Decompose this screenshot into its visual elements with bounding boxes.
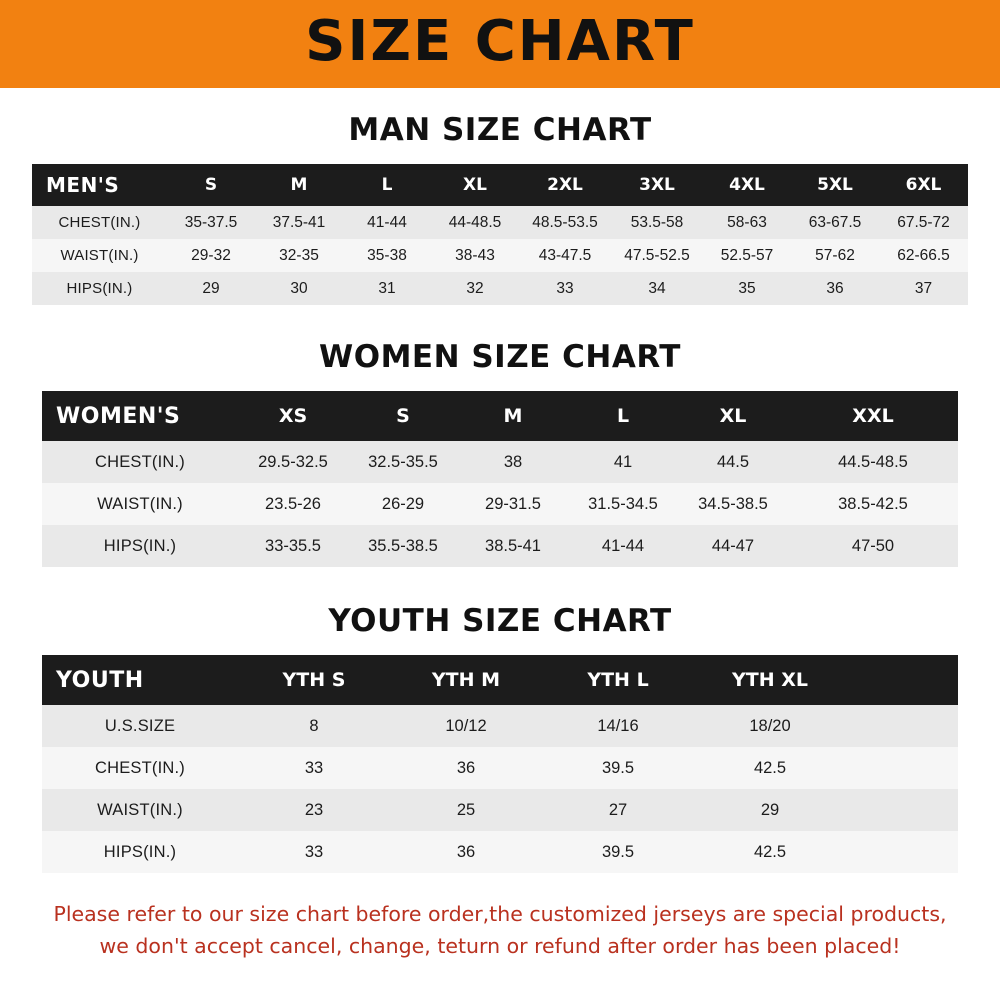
table-cell-spacer (846, 747, 958, 789)
women-header-cell: L (568, 391, 678, 441)
man-header-cell: 3XL (611, 164, 703, 206)
row-label: HIPS(IN.) (32, 272, 167, 305)
youth-header-cell: YTH XL (694, 655, 846, 705)
table-cell: 29 (694, 789, 846, 831)
table-row (32, 272, 968, 305)
row-label: U.S.SIZE (42, 705, 238, 747)
women-header-cell: XL (678, 391, 788, 441)
man-header-cell: M (255, 164, 343, 206)
women-size-table (42, 391, 958, 567)
page-banner (0, 0, 1000, 88)
table-row (42, 831, 958, 873)
man-header-label: MEN'S (32, 164, 167, 206)
table-cell-spacer (846, 705, 958, 747)
table-row (42, 747, 958, 789)
table-cell: 41-44 (568, 525, 678, 567)
table-cell-spacer (846, 789, 958, 831)
table-cell: 32-35 (255, 239, 343, 272)
youth-header-cell: YTH L (542, 655, 694, 705)
table-row (42, 525, 958, 567)
table-cell: 37.5-41 (255, 206, 343, 239)
table-header-row (42, 391, 958, 441)
table-cell: 58-63 (703, 206, 791, 239)
table-row (32, 206, 968, 239)
table-cell: 29 (167, 272, 255, 305)
women-header-cell: XS (238, 391, 348, 441)
table-cell: 32.5-35.5 (348, 441, 458, 483)
table-cell: 38.5-41 (458, 525, 568, 567)
table-cell: 18/20 (694, 705, 846, 747)
footer-note-line-2: we don't accept cancel, change, teturn or refund after order has been placed! (99, 933, 901, 958)
women-section-title: WOMEN SIZE CHART (319, 339, 681, 375)
table-cell: 23.5-26 (238, 483, 348, 525)
table-cell: 34.5-38.5 (678, 483, 788, 525)
table-cell: 10/12 (390, 705, 542, 747)
row-label: WAIST(IN.) (42, 789, 238, 831)
table-cell: 43-47.5 (519, 239, 611, 272)
page-title: SIZE CHART (305, 9, 695, 74)
table-cell: 57-62 (791, 239, 879, 272)
table-cell: 35-37.5 (167, 206, 255, 239)
table-cell: 38 (458, 441, 568, 483)
table-cell: 33 (519, 272, 611, 305)
man-section-title: MAN SIZE CHART (348, 112, 652, 148)
table-cell: 67.5-72 (879, 206, 968, 239)
table-cell: 35 (703, 272, 791, 305)
man-header-cell: 4XL (703, 164, 791, 206)
table-cell: 39.5 (542, 747, 694, 789)
man-header-cell: S (167, 164, 255, 206)
table-cell: 34 (611, 272, 703, 305)
table-cell: 35.5-38.5 (348, 525, 458, 567)
table-cell: 33 (238, 747, 390, 789)
table-row (42, 441, 958, 483)
youth-header-cell: YTH M (390, 655, 542, 705)
youth-section-title: YOUTH SIZE CHART (328, 603, 672, 639)
table-cell: 53.5-58 (611, 206, 703, 239)
footer-note (22, 899, 978, 963)
table-cell: 47-50 (788, 525, 958, 567)
table-row (32, 239, 968, 272)
row-label: HIPS(IN.) (42, 525, 238, 567)
row-label: CHEST(IN.) (42, 747, 238, 789)
table-cell: 44-47 (678, 525, 788, 567)
table-cell: 41-44 (343, 206, 431, 239)
table-cell: 48.5-53.5 (519, 206, 611, 239)
table-cell: 38.5-42.5 (788, 483, 958, 525)
table-cell: 44.5-48.5 (788, 441, 958, 483)
youth-header-spacer (846, 655, 958, 705)
man-header-cell: 5XL (791, 164, 879, 206)
table-cell: 63-67.5 (791, 206, 879, 239)
table-cell: 47.5-52.5 (611, 239, 703, 272)
table-cell: 26-29 (348, 483, 458, 525)
table-cell-spacer (846, 831, 958, 873)
table-cell: 41 (568, 441, 678, 483)
women-header-cell: S (348, 391, 458, 441)
table-cell: 14/16 (542, 705, 694, 747)
table-cell: 52.5-57 (703, 239, 791, 272)
row-label: CHEST(IN.) (32, 206, 167, 239)
table-cell: 8 (238, 705, 390, 747)
table-cell: 36 (791, 272, 879, 305)
man-header-cell: L (343, 164, 431, 206)
table-cell: 44.5 (678, 441, 788, 483)
table-cell: 33 (238, 831, 390, 873)
women-header-cell: XXL (788, 391, 958, 441)
table-row (42, 483, 958, 525)
youth-header-cell: YTH S (238, 655, 390, 705)
row-label: CHEST(IN.) (42, 441, 238, 483)
row-label: WAIST(IN.) (42, 483, 238, 525)
table-cell: 25 (390, 789, 542, 831)
table-cell: 62-66.5 (879, 239, 968, 272)
table-cell: 27 (542, 789, 694, 831)
man-header-cell: 2XL (519, 164, 611, 206)
table-cell: 36 (390, 747, 542, 789)
row-label: HIPS(IN.) (42, 831, 238, 873)
table-cell: 37 (879, 272, 968, 305)
table-cell: 36 (390, 831, 542, 873)
women-header-cell: M (458, 391, 568, 441)
table-cell: 42.5 (694, 747, 846, 789)
table-row (42, 789, 958, 831)
row-label: WAIST(IN.) (32, 239, 167, 272)
youth-header-label: YOUTH (42, 655, 238, 705)
table-cell: 29-32 (167, 239, 255, 272)
man-header-cell: 6XL (879, 164, 968, 206)
table-cell: 33-35.5 (238, 525, 348, 567)
table-header-row (42, 655, 958, 705)
youth-size-table (42, 655, 958, 873)
table-cell: 30 (255, 272, 343, 305)
man-size-table (32, 164, 968, 305)
man-header-cell: XL (431, 164, 519, 206)
table-cell: 29.5-32.5 (238, 441, 348, 483)
table-cell: 31.5-34.5 (568, 483, 678, 525)
table-cell: 44-48.5 (431, 206, 519, 239)
table-header-row (32, 164, 968, 206)
table-cell: 29-31.5 (458, 483, 568, 525)
table-cell: 39.5 (542, 831, 694, 873)
table-cell: 31 (343, 272, 431, 305)
table-cell: 32 (431, 272, 519, 305)
table-row (42, 705, 958, 747)
women-header-label: WOMEN'S (42, 391, 238, 441)
table-cell: 23 (238, 789, 390, 831)
footer-note-line-1: Please refer to our size chart before order,the customized jerseys are special products, (53, 902, 947, 926)
table-cell: 35-38 (343, 239, 431, 272)
table-cell: 38-43 (431, 239, 519, 272)
table-cell: 42.5 (694, 831, 846, 873)
